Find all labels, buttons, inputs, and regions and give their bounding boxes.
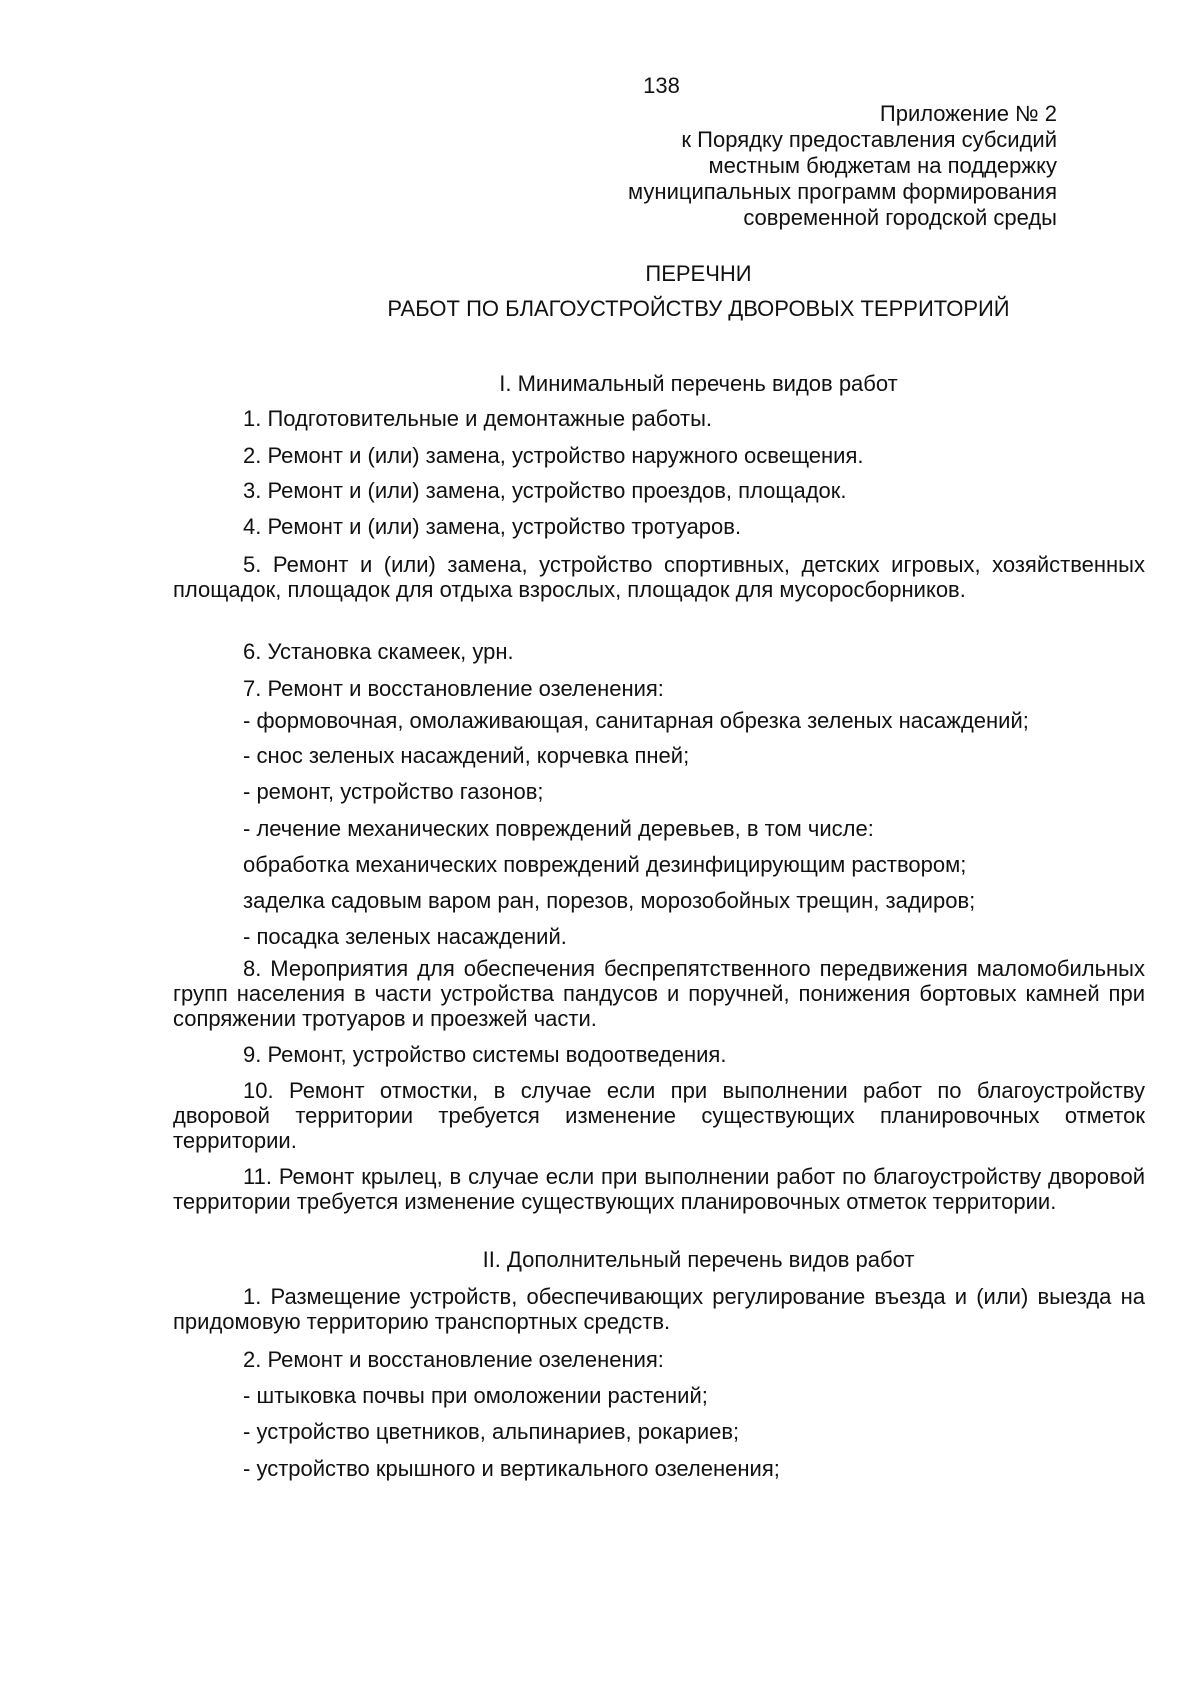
- sub-item: - снос зеленых насаждений, корчевка пней;: [243, 743, 690, 768]
- section-heading-minimal: I. Минимальный перечень видов работ: [499, 371, 898, 396]
- appendix-line: к Порядку предоставления субсидий: [681, 127, 1057, 152]
- list-item: 7. Ремонт и восстановление озеленения:: [243, 676, 664, 701]
- appendix-line: местным бюджетам на поддержку: [708, 153, 1057, 178]
- list-item: 2. Ремонт и (или) замена, устройство наружного освещения.: [243, 443, 864, 468]
- list-item: 11. Ремонт крылец, в случае если при выполнении работ по благоустройству дворовой территории требуется изменение существующих планировочных отметок территории.: [173, 1164, 1145, 1214]
- document-subtitle: РАБОТ ПО БЛАГОУСТРОЙСТВУ ДВОРОВЫХ ТЕРРИТОРИЙ: [387, 296, 1010, 321]
- appendix-line: современной городской среды: [743, 205, 1057, 230]
- list-item: 1. Подготовительные и демонтажные работы.: [243, 406, 713, 431]
- list-item: 9. Ремонт, устройство системы водоотведения.: [243, 1042, 727, 1067]
- list-item: 10. Ремонт отмостки, в случае если при выполнении работ по благоустройству дворовой территории требуется изменение существующих планировочных отметок территории.: [173, 1078, 1145, 1153]
- list-item: 4. Ремонт и (или) замена, устройство тротуаров.: [243, 514, 742, 539]
- list-item: 6. Установка скамеек, урн.: [243, 639, 514, 664]
- sub-item: - формовочная, омолаживающая, санитарная обрезка зеленых насаждений;: [243, 708, 1029, 733]
- document-title: ПЕРЕЧНИ: [645, 261, 752, 286]
- section-heading-additional: II. Дополнительный перечень видов работ: [482, 1247, 915, 1272]
- sub-item: - ремонт, устройство газонов;: [243, 779, 544, 804]
- sub-item: обработка механических повреждений дезинфицирующим раствором;: [243, 852, 967, 877]
- list-item: 5. Ремонт и (или) замена, устройство спортивных, детских игровых, хозяйственных площадок, площадок для отдыха взрослых, площадок для мусоросборников.: [173, 552, 1145, 602]
- page-number: 138: [643, 73, 680, 98]
- list-item: 8. Мероприятия для обеспечения беспрепятственного передвижения маломобильных групп населения в части устройства пандусов и поручней, понижения бортовых камней при сопряжении тротуаров и проезжей части.: [173, 956, 1145, 1031]
- sub-item: заделка садовым варом ран, порезов, морозобойных трещин, задиров;: [243, 888, 976, 913]
- appendix-line: Приложение № 2: [879, 101, 1057, 126]
- sub-item: - устройство крышного и вертикального озеленения;: [243, 1456, 780, 1481]
- sub-item: - устройство цветников, альпинариев, рокариев;: [243, 1419, 740, 1444]
- list-item: 1. Размещение устройств, обеспечивающих регулирование въезда и (или) выезда на придомовую территорию транспортных средств.: [173, 1284, 1145, 1334]
- sub-item: - лечение механических повреждений деревьев, в том числе:: [243, 816, 874, 841]
- appendix-line: муниципальных программ формирования: [628, 179, 1057, 204]
- list-item: 3. Ремонт и (или) замена, устройство проездов, площадок.: [243, 478, 847, 503]
- appendix-header: [628, 101, 1057, 231]
- sub-item: - штыковка почвы при омоложении растений;: [243, 1383, 708, 1408]
- sub-item: - посадка зеленых насаждений.: [243, 924, 567, 949]
- list-item: 2. Ремонт и восстановление озеленения:: [243, 1347, 664, 1372]
